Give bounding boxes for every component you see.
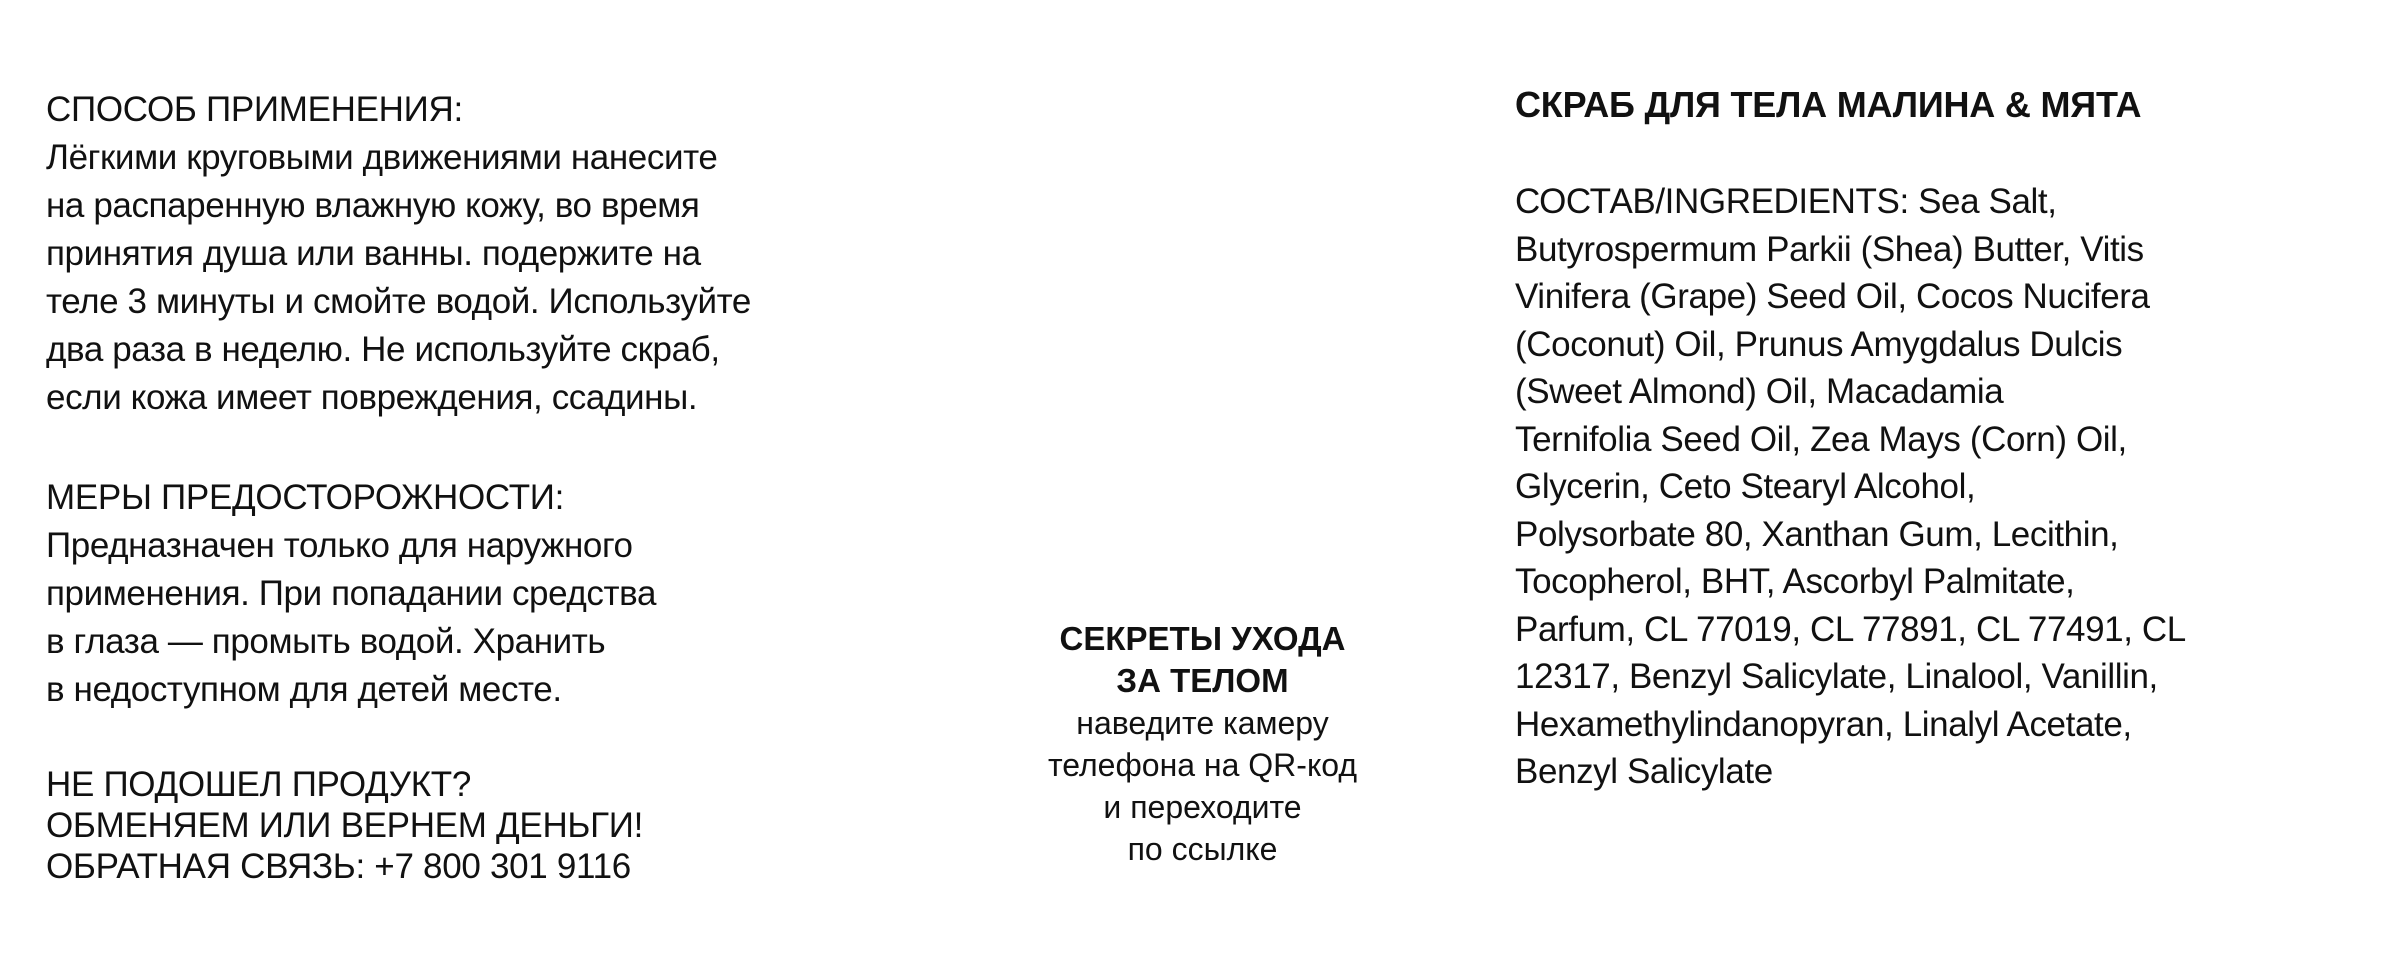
ingredients-line: Vinifera (Grape) Seed Oil, Cocos Nucifera xyxy=(1515,277,2150,316)
usage-line: два раза в неделю. Не используйте скраб, xyxy=(46,330,720,369)
guarantee-line: НЕ ПОДОШЕЛ ПРОДУКТ? xyxy=(46,765,472,804)
usage-line: теле 3 минуты и смойте водой. Используйте xyxy=(46,282,751,321)
precautions-section xyxy=(46,474,946,714)
spacer xyxy=(46,714,946,764)
ingredients-line: (Coconut) Oil, Prunus Amygdalus Dulcis xyxy=(1515,324,2123,364)
product-title: СКРАБ ДЛЯ ТЕЛА МАЛИНА & МЯТА xyxy=(1515,84,2142,125)
usage-heading: СПОСОБ ПРИМЕНЕНИЯ: xyxy=(46,90,463,129)
ingredients-line: Hexamethylindanopyran, Linalyl Acetate, xyxy=(1515,704,2132,744)
ingredients-line: 12317, Benzyl Salicylate, Linalool, Vanillin, xyxy=(1515,657,2158,696)
ingredients-line: Polysorbate 80, Xanthan Gum, Lecithin, xyxy=(1515,514,2119,554)
usage-line: Лёгкими круговыми движениями нанесите xyxy=(46,138,718,177)
precautions-text xyxy=(46,522,946,714)
usage-line: если кожа имеет повреждения, ссадины. xyxy=(46,378,698,417)
precautions-line: в глаза — промыть водой. Хранить xyxy=(46,622,606,661)
precautions-heading: МЕРЫ ПРЕДОСТОРОЖНОСТИ: xyxy=(46,478,565,517)
precautions-line: Предназначен только для наружного xyxy=(46,526,633,565)
usage-line: принятия душа или ванны. подержите на xyxy=(46,234,701,273)
qr-note-line: телефона на QR-код xyxy=(1047,747,1358,783)
guarantee-line: ОБМЕНЯЕМ ИЛИ ВЕРНЕМ ДЕНЬГИ! xyxy=(46,806,644,845)
left-column xyxy=(46,86,946,887)
ingredients-line: Parfum, CL 77019, CL 77891, CL 77491, CL xyxy=(1515,609,2186,649)
ingredients-line: Ternifolia Seed Oil, Zea Mays (Corn) Oil, xyxy=(1515,419,2127,459)
qr-note-title: ЗА ТЕЛОМ xyxy=(1116,662,1289,699)
ingredients-line: Glycerin, Ceto Stearyl Alcohol, xyxy=(1515,467,1976,506)
usage-line: на распаренную влажную кожу, во время xyxy=(46,186,700,225)
spacer xyxy=(1515,128,2385,178)
qr-note-line: наведите камеру xyxy=(1076,705,1329,741)
spacer xyxy=(46,422,946,474)
ingredients-list xyxy=(1515,178,2385,796)
qr-note-title: СЕКРЕТЫ УХОДА xyxy=(1059,620,1346,657)
qr-note-line: по ссылке xyxy=(1127,831,1278,867)
ingredients-line: СОСТАВ/INGREDIENTS: Sea Salt, xyxy=(1515,182,2057,221)
precautions-line: в недоступном для детей месте. xyxy=(46,670,562,709)
ingredients-line: (Sweet Almond) Oil, Macadamia xyxy=(1515,372,2004,411)
guarantee-section xyxy=(46,764,946,887)
ingredients-line: Benzyl Salicylate xyxy=(1515,752,1773,791)
qr-note xyxy=(975,618,1430,870)
right-column xyxy=(1515,82,2385,796)
usage-section xyxy=(46,86,946,422)
ingredients-line: Tocopherol, BHT, Ascorbyl Palmitate, xyxy=(1515,562,2075,601)
qr-note-line: и переходите xyxy=(1103,789,1302,825)
usage-text xyxy=(46,134,946,422)
precautions-line: применения. При попадании средства xyxy=(46,574,657,613)
feedback-phone-line: ОБРАТНАЯ СВЯЗЬ: +7 800 301 9116 xyxy=(46,847,631,886)
ingredients-line: Butyrospermum Parkii (Shea) Butter, Vitis xyxy=(1515,229,2144,269)
